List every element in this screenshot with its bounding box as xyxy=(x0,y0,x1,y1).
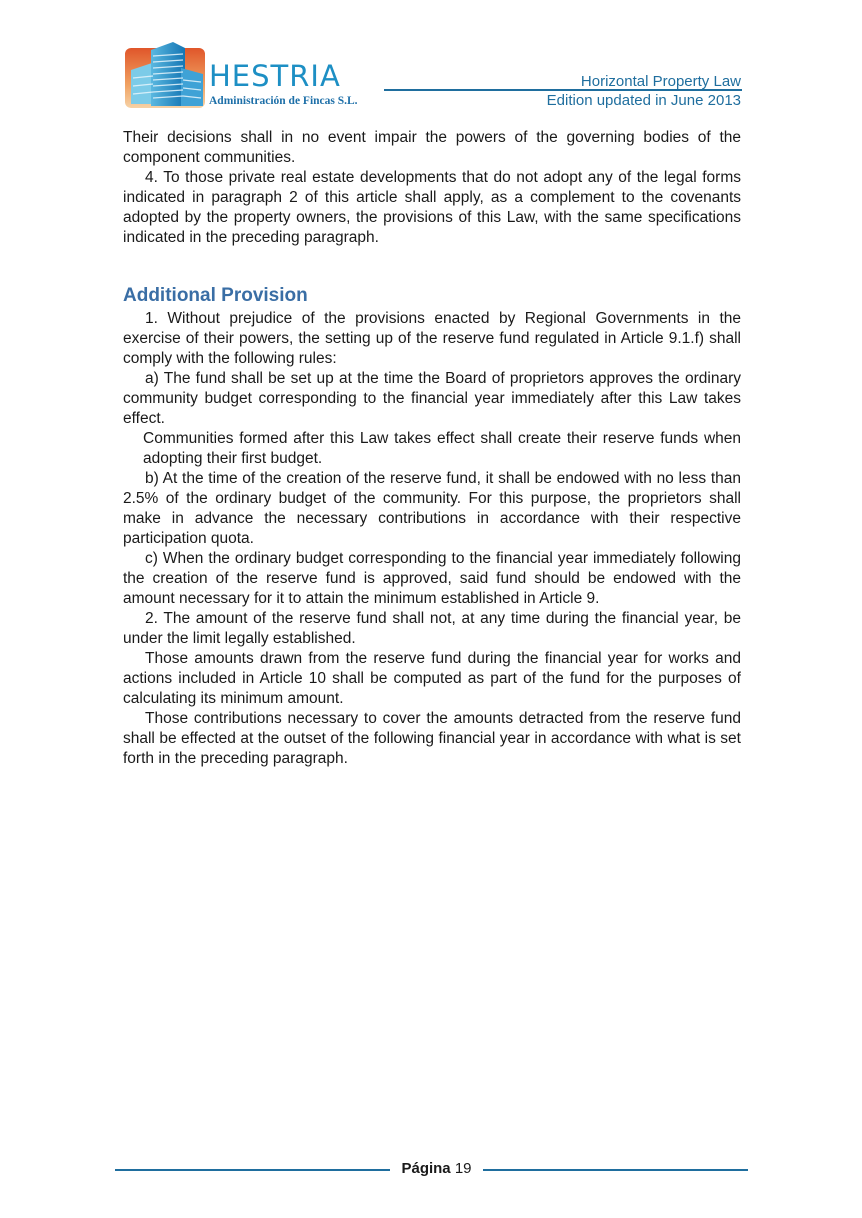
body-paragraph: b) At the time of the creation of the reserve fund, it shall be endowed with no less than 2.5% of the ordinary budget of the community. For this purpose, the proprietors shall make in advance the necessary contributions in accordance with their respective participation quota. xyxy=(123,470,741,547)
body-paragraph: a) The fund shall be set up at the time the Board of proprietors approves the ordinary community budget corresponding to the financial year immediately after this Law takes effect. xyxy=(123,370,741,427)
building-logo-icon xyxy=(125,40,209,112)
page-number-value: 19 xyxy=(454,1160,472,1177)
body-paragraph: Their decisions shall in no event impair the powers of the governing bodies of the component communities. xyxy=(123,129,741,166)
body-paragraph: 2. The amount of the reserve fund shall not, at any time during the financial year, be under the limit legally established. xyxy=(123,610,741,647)
logo-name: HESTRIA xyxy=(209,59,341,93)
document-title: Horizontal Property Law xyxy=(580,73,741,90)
footer-divider-right xyxy=(483,1169,748,1171)
page-number xyxy=(390,1160,483,1178)
document-body xyxy=(123,128,741,769)
edition-note: Edition updated in June 2013 xyxy=(546,92,741,109)
body-paragraph: Communities formed after this Law takes effect shall create their reserve funds when adopting their first budget. xyxy=(143,430,741,467)
company-logo xyxy=(125,40,375,112)
body-paragraph: 1. Without prejudice of the provisions enacted by Regional Governments in the exercise of their powers, the setting up of the reserve fund regulated in Article 9.1.f) shall comply with the following rules: xyxy=(123,310,741,367)
header-divider xyxy=(384,89,742,91)
body-paragraph: Those contributions necessary to cover the amounts detracted from the reserve fund shall be effected at the outset of the following financial year in accordance with what is set forth in the preceding paragraph. xyxy=(123,710,741,767)
section-heading: Additional Provision xyxy=(123,285,308,306)
page-label: Página xyxy=(401,1160,451,1177)
body-paragraph: Those amounts drawn from the reserve fund during the financial year for works and actions included in Article 10 shall be computed as part of the fund for the purposes of calculating its minimum amount. xyxy=(123,650,741,707)
footer-divider-left xyxy=(115,1169,390,1171)
body-paragraph: c) When the ordinary budget corresponding to the financial year immediately following the creation of the reserve fund is approved, said fund should be endowed with the amount necessary for it to attain the minimum established in Article 9. xyxy=(123,550,741,607)
logo-subtitle: Administración de Fincas S.L. xyxy=(209,95,358,107)
body-paragraph: 4. To those private real estate developments that do not adopt any of the legal forms indicated in paragraph 2 of this article shall apply, as a complement to the covenants adopted by the property owners, the provisions of this Law, with the same specifications indicated in the preceding paragraph. xyxy=(123,169,741,246)
